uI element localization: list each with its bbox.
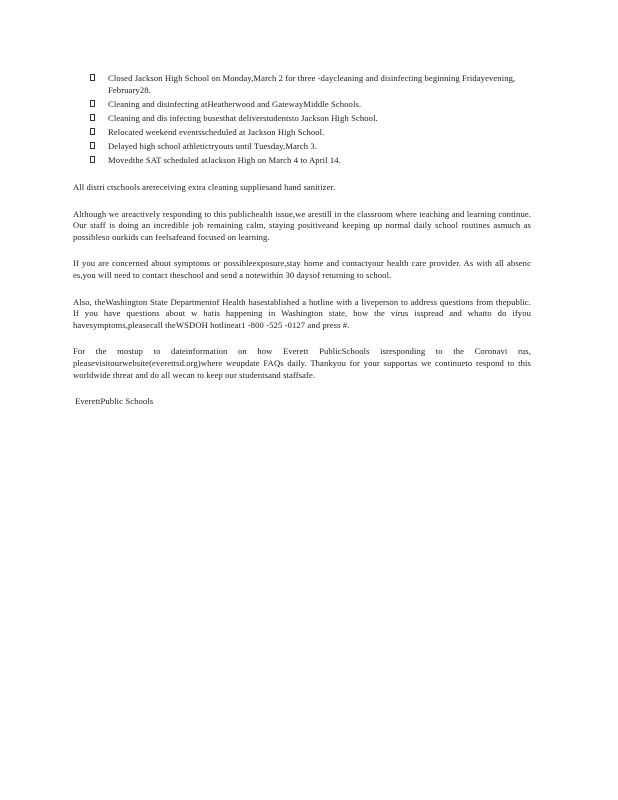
- list-item-text: Closed Jackson High School on Monday,March 2 for three -daycleaning and disinfecting beginning Fridayevening, February28.: [108, 73, 516, 95]
- list-item: [90, 113, 530, 125]
- list-item: [90, 155, 530, 167]
- paragraph-classroom: Although we areactively responding to this publichealth issue,we arestill in the classroom where teaching and learning continue. Our staff is doing an incredible job remaining calm, staying positiveand keeping up normal daily school routines asmuch as possibleso ourkids can feelsafeand focused on learning.: [73, 208, 531, 242]
- missing-glyph-icon: [90, 128, 95, 135]
- list-item-text: Movedthe SAT scheduled atJackson High on March 4 to April 14.: [108, 155, 341, 166]
- signature: EverettPublic Schools: [75, 396, 154, 407]
- paragraph-symptoms: If you are concerned about symptoms or possibleexposure,stay home and contactyour health care provider. As with all absenc es,you will need to contact theschool and send a notewithin 30 daysof returning to school.: [73, 258, 531, 280]
- action-list: [90, 73, 530, 169]
- list-item-text: Delayed high school athletictryouts until Tuesday,March 3.: [108, 140, 318, 151]
- missing-glyph-icon: [90, 156, 95, 163]
- list-item-text: Cleaning and dis infecting busesthat deliverstudentsto Jackson High School.: [108, 112, 378, 123]
- missing-glyph-icon: [90, 114, 95, 121]
- list-item-text: Relocated weekend eventsscheduled at Jackson High School.: [108, 126, 325, 137]
- list-item: [90, 127, 530, 139]
- paragraph-hotline: Also, theWashington State Departmentof Health hasestablished a hotline with a liveperson to address questions from thepublic. If you have questions about w hatis happening in Washington state, how the virus isspread and whatto do ifyou havesymptoms,pleasecall theWSDOH hotlineat1 -800 -525 -0127 and press #.: [73, 296, 531, 330]
- missing-glyph-icon: [90, 142, 95, 149]
- paragraph-supplies: All distri ctschools arereceiving extra cleaning suppliesand hand sanitizer.: [73, 182, 336, 192]
- missing-glyph-icon: [90, 74, 95, 81]
- list-item: [90, 141, 530, 153]
- list-item-text: Cleaning and disinfecting atHeatherwood and GatewayMiddle Schools.: [108, 98, 362, 109]
- missing-glyph-icon: [90, 100, 95, 107]
- list-item: [90, 99, 530, 111]
- list-item: [90, 73, 530, 96]
- letter-body: [73, 182, 531, 408]
- paragraph-website: For the mostup to dateinformation on how Everett PublicSchools isresponding to the Coronavi rus, pleasevisitourwebsite(everettsd.org)where weupdate FAQs daily. Thankyou for your supportas we continueto respond to this worldwide threat and do all wecan to keep our studentsand staffsafe.: [73, 346, 531, 380]
